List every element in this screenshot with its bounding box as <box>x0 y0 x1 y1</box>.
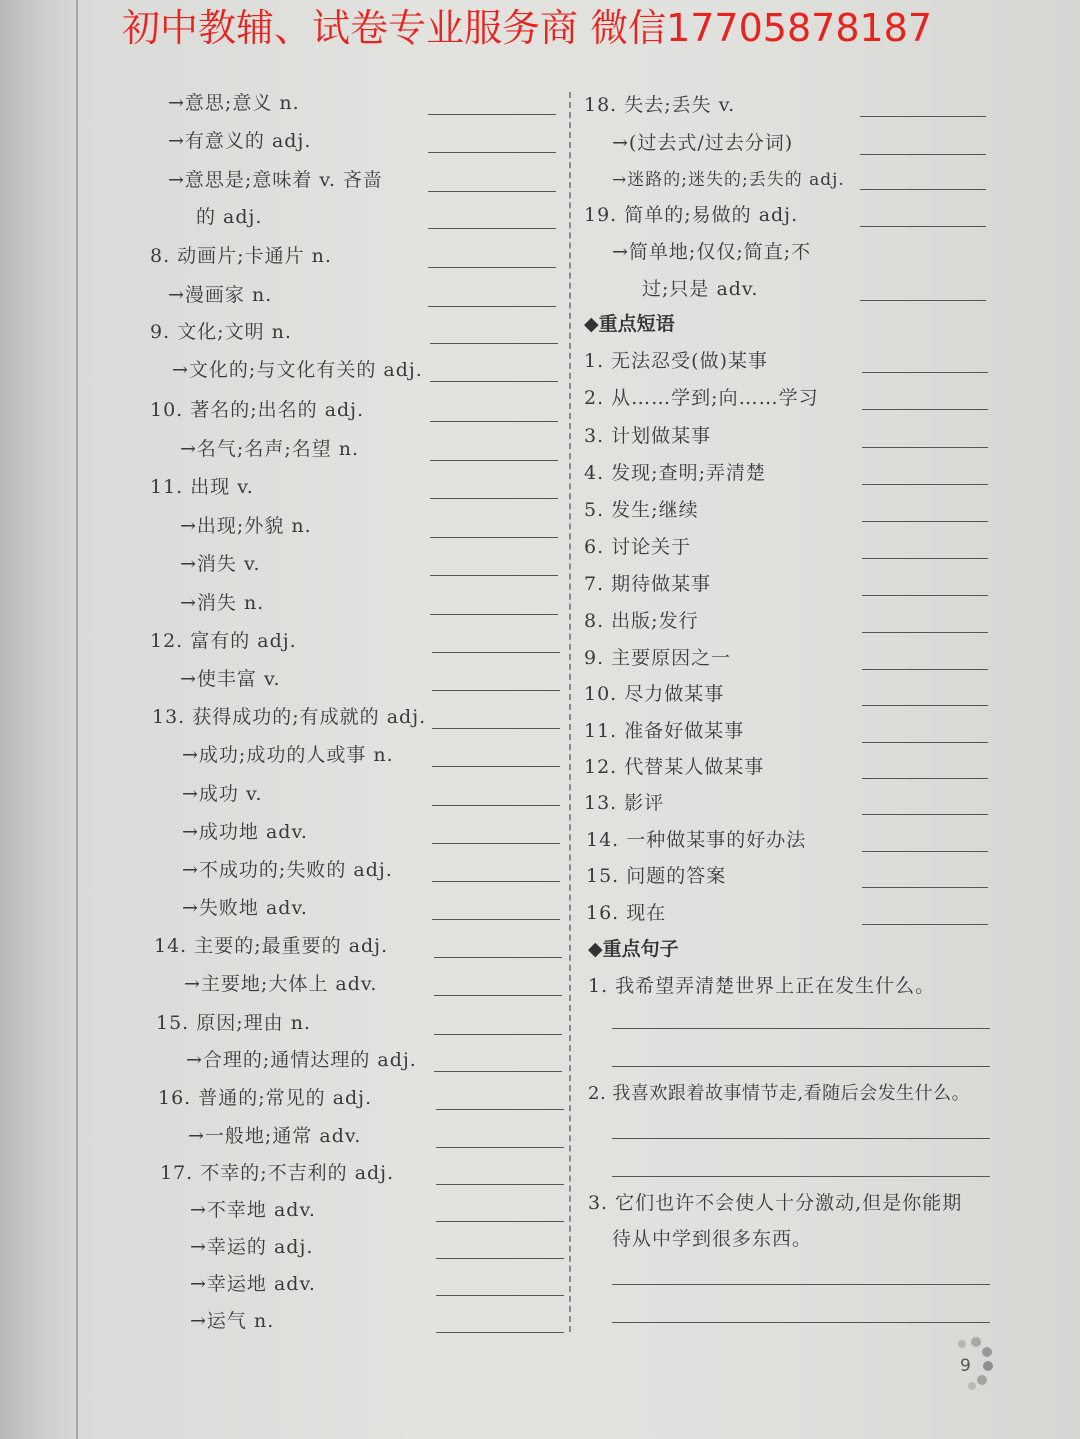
answer-blank[interactable] <box>432 652 560 653</box>
answer-blank[interactable] <box>862 521 988 522</box>
answer-blank[interactable] <box>862 372 988 373</box>
answer-blank[interactable] <box>862 447 988 448</box>
sentence-item: 2. 我喜欢跟着故事情节走,看随后会发生什么。 <box>588 1083 971 1104</box>
answer-blank[interactable] <box>862 814 988 815</box>
answer-blank[interactable] <box>862 705 988 706</box>
book-spine-edge <box>76 0 78 1439</box>
answer-blank[interactable] <box>434 995 562 996</box>
book-spine-shadow <box>0 0 78 1439</box>
answer-blank[interactable] <box>432 919 560 920</box>
vocab-item: →意思;意义 n. <box>168 92 300 114</box>
answer-blank[interactable] <box>860 226 986 227</box>
phrase-item: 6. 讨论关于 <box>584 536 692 558</box>
answer-blank[interactable] <box>862 595 988 596</box>
answer-blank[interactable] <box>612 1284 990 1285</box>
vocab-item: →成功;成功的人或事 n. <box>182 744 394 766</box>
vocab-item: →失败地 adv. <box>182 897 308 919</box>
vocab-item: 18. 失去;丢失 v. <box>584 94 736 116</box>
answer-blank[interactable] <box>430 575 558 576</box>
answer-blank[interactable] <box>432 766 560 767</box>
answer-blank[interactable] <box>430 614 558 615</box>
vocab-item: →运气 n. <box>190 1310 275 1332</box>
answer-blank[interactable] <box>432 690 560 691</box>
answer-blank[interactable] <box>430 421 558 422</box>
answer-blank[interactable] <box>430 381 558 382</box>
phrase-item: 8. 出版;发行 <box>584 610 699 632</box>
answer-blank[interactable] <box>428 114 556 115</box>
vocab-item: →简单地;仅仅;简直;不 <box>612 241 812 263</box>
vocab-item: 11. 出现 v. <box>150 476 254 498</box>
phrase-item: 9. 主要原因之一 <box>584 647 732 669</box>
vocab-item: →消失 n. <box>180 592 265 614</box>
vocab-item: →幸运地 adv. <box>190 1273 316 1295</box>
answer-blank[interactable] <box>860 300 986 301</box>
phrase-item: 1. 无法忍受(做)某事 <box>584 350 768 372</box>
answer-blank[interactable] <box>862 924 988 925</box>
answer-blank[interactable] <box>612 1176 990 1177</box>
answer-blank[interactable] <box>436 1184 564 1185</box>
page-number: 9 <box>960 1356 971 1376</box>
vocab-item: →有意义的 adj. <box>168 130 312 152</box>
answer-blank[interactable] <box>862 778 988 779</box>
phrase-item: 13. 影评 <box>584 792 665 814</box>
answer-blank[interactable] <box>862 887 988 888</box>
vocab-item: 13. 获得成功的;有成就的 adj. <box>152 706 427 728</box>
vocab-item: 12. 富有的 adj. <box>150 630 297 652</box>
answer-blank[interactable] <box>436 1295 564 1296</box>
answer-blank[interactable] <box>860 189 986 190</box>
vocab-item: 8. 动画片;卡通片 n. <box>150 245 332 267</box>
answer-blank[interactable] <box>862 851 988 852</box>
answer-blank[interactable] <box>434 957 562 958</box>
answer-blank[interactable] <box>612 1138 990 1139</box>
answer-blank[interactable] <box>860 154 986 155</box>
phrase-item: 14. 一种做某事的好办法 <box>586 829 807 851</box>
sentence-item: 待从中学到很多东西。 <box>612 1228 813 1250</box>
answer-blank[interactable] <box>436 1147 564 1148</box>
answer-blank[interactable] <box>428 306 556 307</box>
vocab-item: 的 adj. <box>196 206 263 228</box>
vocab-item: →成功 v. <box>182 783 263 805</box>
section-heading: ◆重点句子 <box>588 938 679 960</box>
vocab-item: →使丰富 v. <box>180 668 281 690</box>
answer-blank[interactable] <box>436 1258 564 1259</box>
vocab-item: 16. 普通的;常见的 adj. <box>158 1087 373 1109</box>
vocab-item: 14. 主要的;最重要的 adj. <box>154 935 389 957</box>
phrase-item: 3. 计划做某事 <box>584 425 712 447</box>
answer-blank[interactable] <box>430 343 558 344</box>
answer-blank[interactable] <box>432 805 560 806</box>
answer-blank[interactable] <box>430 537 558 538</box>
phrase-item: 4. 发现;查明;弄清楚 <box>584 462 766 484</box>
vocab-item: →不成功的;失败的 adj. <box>182 859 393 881</box>
vocab-item: 9. 文化;文明 n. <box>150 321 292 343</box>
vocab-item: →幸运的 adj. <box>190 1236 314 1258</box>
vocab-item: →主要地;大体上 adv. <box>184 973 378 995</box>
answer-blank[interactable] <box>432 728 560 729</box>
answer-blank[interactable] <box>862 632 988 633</box>
answer-blank[interactable] <box>430 460 558 461</box>
section-heading: ◆重点短语 <box>584 313 675 335</box>
answer-blank[interactable] <box>428 228 556 229</box>
watermark-text: 初中教辅、试卷专业服务商 微信17705878187 <box>122 6 933 50</box>
answer-blank[interactable] <box>432 843 560 844</box>
answer-blank[interactable] <box>434 1034 562 1035</box>
answer-blank[interactable] <box>428 191 556 192</box>
answer-blank[interactable] <box>862 742 988 743</box>
answer-blank[interactable] <box>862 558 988 559</box>
phrase-item: 16. 现在 <box>586 902 667 924</box>
answer-blank[interactable] <box>436 1221 564 1222</box>
vocab-item: →合理的;通情达理的 adj. <box>186 1049 417 1071</box>
phrase-item: 7. 期待做某事 <box>584 573 712 595</box>
vocab-item: →不幸地 adv. <box>190 1199 316 1221</box>
answer-blank[interactable] <box>432 881 560 882</box>
answer-blank[interactable] <box>612 1028 990 1029</box>
answer-blank[interactable] <box>434 1071 562 1072</box>
phrase-item: 10. 尽力做某事 <box>584 683 725 705</box>
sentence-item: 1. 我希望弄清楚世界上正在发生什么。 <box>588 975 936 997</box>
answer-blank[interactable] <box>612 1322 990 1323</box>
vocab-item: →(过去式/过去分词) <box>612 132 794 154</box>
vocab-item: 17. 不幸的;不吉利的 adj. <box>160 1162 395 1184</box>
vocab-item: →出现;外貌 n. <box>180 515 312 537</box>
phrase-item: 2. 从……学到;向……学习 <box>584 387 819 409</box>
answer-blank[interactable] <box>862 669 988 670</box>
column-divider <box>569 92 571 1332</box>
answer-blank[interactable] <box>436 1332 564 1333</box>
phrase-item: 5. 发生;继续 <box>584 499 699 521</box>
vocab-item: 19. 简单的;易做的 adj. <box>584 204 799 226</box>
page-corner-dots-icon <box>952 1336 996 1392</box>
answer-blank[interactable] <box>860 116 986 117</box>
answer-blank[interactable] <box>430 498 558 499</box>
vocab-item: →漫画家 n. <box>168 284 273 306</box>
answer-blank[interactable] <box>862 484 988 485</box>
vocab-item: →意思是;意味着 v. 吝啬 <box>168 169 383 191</box>
phrase-item: 11. 准备好做某事 <box>584 720 745 742</box>
vocab-item: →名气;名声;名望 n. <box>180 438 360 460</box>
answer-blank[interactable] <box>862 409 988 410</box>
answer-blank[interactable] <box>612 1066 990 1067</box>
vocab-item: →一般地;通常 adv. <box>188 1125 362 1147</box>
phrase-item: 15. 问题的答案 <box>586 865 727 887</box>
vocab-item: 过;只是 adv. <box>642 278 759 300</box>
vocab-item: →迷路的;迷失的;丢失的 adj. <box>612 170 845 190</box>
answer-blank[interactable] <box>436 1109 564 1110</box>
answer-blank[interactable] <box>428 267 556 268</box>
answer-blank[interactable] <box>428 152 556 153</box>
sentence-item: 3. 它们也许不会使人十分激动,但是你能期 <box>588 1192 963 1214</box>
vocab-item: 15. 原因;理由 n. <box>156 1012 311 1034</box>
vocab-item: →成功地 adv. <box>182 821 308 843</box>
vocab-item: →文化的;与文化有关的 adj. <box>172 359 423 381</box>
vocab-item: →消失 v. <box>180 553 261 575</box>
vocab-item: 10. 著名的;出名的 adj. <box>150 399 365 421</box>
phrase-item: 12. 代替某人做某事 <box>584 756 765 778</box>
